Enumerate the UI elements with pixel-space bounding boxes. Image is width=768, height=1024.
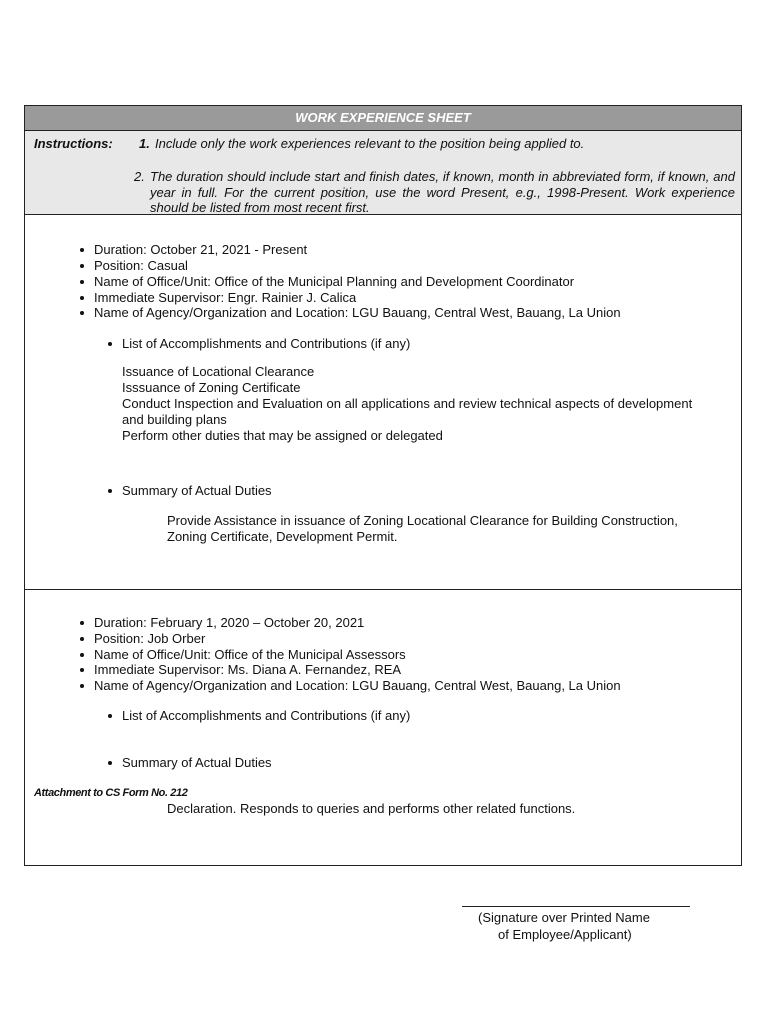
signature-line — [462, 906, 690, 907]
instruction-1-number: 1. — [139, 136, 150, 151]
accomplishment-item: Issuance of Locational Clearance — [122, 364, 315, 379]
work-entry-1 — [25, 215, 741, 590]
entry-supervisor: Immediate Supervisor: Engr. Rainier J. Calica — [94, 290, 357, 305]
entry-office: Name of Office/Unit: Office of the Municipal Assessors — [94, 647, 406, 662]
entry-duration: Duration: February 1, 2020 – October 20, 2021 — [94, 615, 365, 630]
instruction-2-number: 2. — [134, 169, 145, 184]
entry-office: Name of Office/Unit: Office of the Municipal Planning and Development Coordinator — [94, 274, 575, 289]
entry-agency: Name of Agency/Organization and Location: LGU Bauang, Central West, Bauang, La Union — [94, 678, 621, 693]
instruction-1-text: Include only the work experiences relevant to the position being applied to. — [155, 136, 585, 151]
sheet-title: WORK EXPERIENCE SHEET — [25, 106, 741, 131]
entry-agency: Name of Agency/Organization and Location: LGU Bauang, Central West, Bauang, La Union — [94, 305, 621, 320]
signature-caption-line1: (Signature over Printed Name — [478, 910, 650, 925]
entry-duration: Duration: October 21, 2021 - Present — [94, 242, 308, 257]
attachment-label: Attachment to CS Form No. 212 — [34, 786, 193, 802]
accomplishment-item: Conduct Inspection and Evaluation on all applications and review technical aspects of development and building plans — [122, 396, 693, 427]
work-entry-2 — [25, 590, 741, 865]
duties-text: Provide Assistance in issuance of Zoning Locational Clearance for Building Construction, Zoning Certificate, Development Permit. — [167, 513, 678, 544]
instruction-2-text: The duration should include start and finish dates, if known, month in abbreviated form, if known, and year in full. For the current position, use the word Present, e.g., 1998-Present. Work experience should be listed from most recent first. — [150, 169, 735, 215]
duties-text: Declaration. Responds to queries and performs other related functions. — [167, 801, 576, 816]
instructions-block — [25, 131, 741, 215]
accomplishment-item: Isssuance of Zoning Certificate — [122, 380, 301, 395]
accomplishments-label: List of Accomplishments and Contributions (if any) — [122, 336, 411, 351]
duties-label: Summary of Actual Duties — [122, 755, 272, 770]
work-experience-sheet — [24, 105, 742, 866]
instructions-label: Instructions: — [34, 136, 113, 151]
entry-supervisor: Immediate Supervisor: Ms. Diana A. Fernandez, REA — [94, 662, 402, 677]
entry-position: Position: Job Orber — [94, 631, 206, 646]
accomplishments-label: List of Accomplishments and Contributions (if any) — [122, 708, 411, 723]
accomplishment-item: Perform other duties that may be assigned or delegated — [122, 428, 443, 443]
entry-position: Position: Casual — [94, 258, 188, 273]
signature-caption-line2: of Employee/Applicant) — [498, 927, 632, 942]
duties-label: Summary of Actual Duties — [122, 483, 272, 498]
